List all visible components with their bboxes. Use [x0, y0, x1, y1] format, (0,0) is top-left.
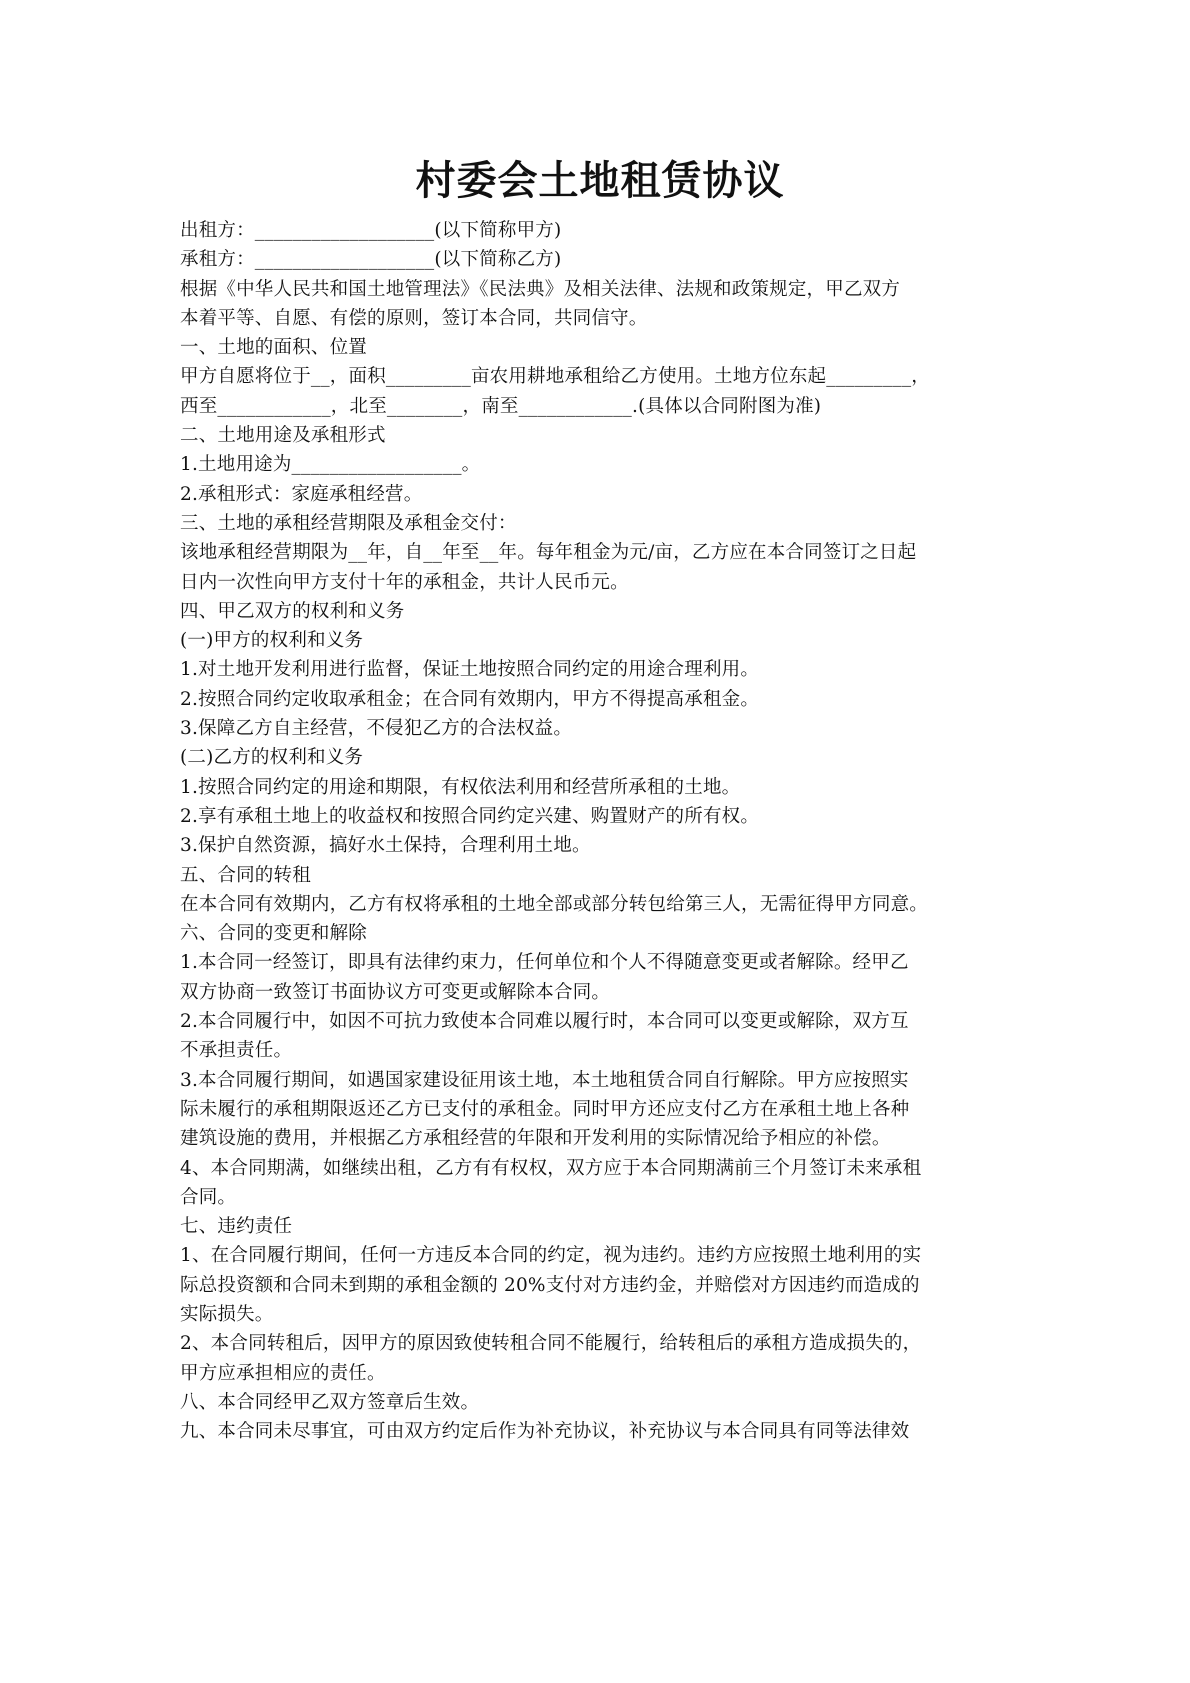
document-line: 甲方自愿将位于__，面积_________亩农用耕地承租给乙方使用。土地方位东起_________， [180, 366, 931, 388]
document-title: 村委会土地租赁协议 [415, 158, 785, 204]
document-line: 五、合同的转租 [180, 864, 311, 886]
document-line: 1.按照合同约定的用途和期限，有权依法利用和经营所承租的土地。 [180, 776, 741, 798]
document-line: 六、合同的变更和解除 [180, 923, 368, 945]
document-line: 不承担责任。 [180, 1040, 293, 1062]
document-line: 七、违约责任 [180, 1216, 293, 1238]
document-line: 甲方应承担相应的责任。 [180, 1362, 386, 1384]
document-line: 2.承租形式：家庭承租经营。 [180, 483, 423, 505]
document-line: 根据《中华人民共和国土地管理法》《民法典》及相关法律、法规和政策规定，甲乙双方 [180, 278, 901, 300]
document-line: 2、本合同转租后，因甲方的原因致使转租合同不能履行，给转租后的承租方造成损失的， [180, 1333, 922, 1355]
document-line: 一、土地的面积、位置 [180, 337, 368, 359]
document-line: 4、本合同期满，如继续出租，乙方有有权权，双方应于本合同期满前三个月签订未来承租 [180, 1157, 922, 1179]
document-line: 1.对土地开发利用进行监督，保证土地按照合同约定的用途合理利用。 [180, 659, 760, 681]
document-line: 四、甲乙双方的权利和义务 [180, 600, 405, 622]
document-line: 二、土地用途及承租形式 [180, 425, 386, 447]
document-line: 八、本合同经甲乙双方签章后生效。 [180, 1391, 480, 1413]
document-line: 实际损失。 [180, 1303, 274, 1325]
document-line: 2.享有承租土地上的收益权和按照合同约定兴建、购置财产的所有权。 [180, 805, 760, 827]
document-line: 承租方：___________________(以下简称乙方) [180, 249, 562, 271]
document-line: (一)甲方的权利和义务 [180, 630, 364, 652]
document-line: (二)乙方的权利和义务 [180, 747, 364, 769]
document-line: 建筑设施的费用，并根据乙方承租经营的年限和开发利用的实际情况给予相应的补偿。 [180, 1128, 891, 1150]
document-line: 际总投资额和合同未到期的承租金额的 20%支付对方违约金，并赔偿对方因违约而造成的 [180, 1274, 920, 1296]
document-line: 在本合同有效期内，乙方有权将承租的土地全部或部分转包给第三人，无需征得甲方同意。 [180, 893, 929, 915]
document-line: 际未履行的承租期限返还乙方已支付的承租金。同时甲方还应支付乙方在承租土地上各种 [180, 1098, 910, 1120]
document-line: 合同。 [180, 1186, 237, 1208]
document-line: 2.本合同履行中，如因不可抗力致使本合同难以履行时，本合同可以变更或解除，双方互 [180, 1011, 909, 1033]
document-body [180, 216, 1020, 1446]
document-line: 该地承租经营期限为__年，自__年至__年。每年租金为元/亩，乙方应在本合同签订之日起 [180, 542, 917, 564]
document-line: 3.保障乙方自主经营，不侵犯乙方的合法权益。 [180, 718, 573, 740]
document-line: 九、本合同未尽事宜，可由双方约定后作为补充协议，补充协议与本合同具有同等法律效 [180, 1421, 910, 1443]
document-line: 1、在合同履行期间，任何一方违反本合同的约定，视为违约。违约方应按照土地利用的实 [180, 1245, 922, 1267]
document-line: 本着平等、自愿、有偿的原则，签订本合同，共同信守。 [180, 307, 648, 329]
document-line: 三、土地的承租经营期限及承租金交付： [180, 512, 517, 534]
document-line: 西至____________，北至________，南至____________.(具体以合同附图为准) [180, 395, 822, 417]
document-line: 双方协商一致签订书面协议方可变更或解除本合同。 [180, 981, 611, 1003]
document-line: 日内一次性向甲方支付十年的承租金，共计人民币元。 [180, 571, 629, 593]
document-page [180, 152, 1020, 1446]
document-line: 1.本合同一经签订，即具有法律约束力，任何单位和个人不得随意变更或者解除。经甲乙 [180, 952, 909, 974]
document-line: 3.保护自然资源，搞好水土保持，合理利用土地。 [180, 835, 591, 857]
document-line: 出租方：___________________(以下简称甲方) [180, 220, 562, 241]
document-line: 2.按照合同约定收取承租金；在合同有效期内，甲方不得提高承租金。 [180, 688, 760, 710]
document-line: 3.本合同履行期间，如遇国家建设征用该土地，本土地租赁合同自行解除。甲方应按照实 [180, 1069, 909, 1091]
document-line: 1.土地用途为__________________。 [180, 454, 481, 476]
